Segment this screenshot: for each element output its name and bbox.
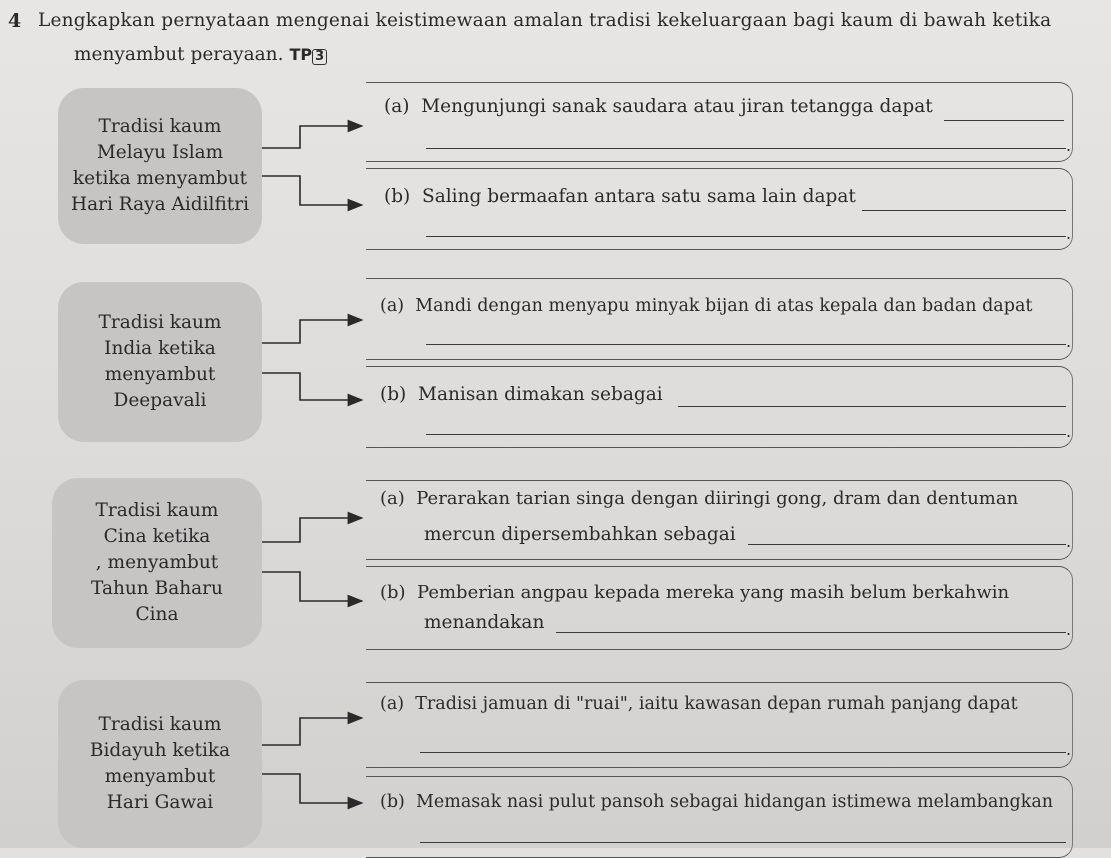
tradition-line: Tradisi kaum [98,116,222,137]
statement-1a [384,96,933,117]
statement-label: (a) [380,296,405,316]
tradition-box-chinese [52,478,262,648]
tradition-line: Tradisi kaum [98,312,222,333]
tradition-line: Deepavali [113,390,207,411]
answer-blank[interactable] [556,632,1066,633]
end-dot: . [1066,136,1072,155]
question-text-line2-content: menyambut perayaan. [74,44,284,65]
answer-box-2a [366,278,1073,360]
statement-1b [384,186,856,207]
answer-blank[interactable] [426,236,1066,237]
tradition-line: Tradisi kaum [95,500,219,521]
statement-label: (a) [380,488,405,509]
statement-label: (a) [380,694,405,714]
answer-box-1b [366,168,1073,250]
statement-text: Pemberian angpau kepada mereka yang masih belum berkahwin [417,582,1010,603]
end-dot: . [1066,532,1072,551]
tradition-line: Tradisi kaum [98,714,222,735]
tp-level: 3 [312,49,327,65]
question-number: 4 [8,10,22,32]
statement-text: Perarakan tarian singa dengan diiringi gong, dram dan dentuman [416,488,1019,509]
statement-label: (b) [380,384,407,405]
statement-text: Manisan dimakan sebagai [418,384,663,405]
answer-box-1a [366,82,1073,162]
statement-text: Tradisi jamuan di "ruai", iaitu kawasan depan rumah panjang dapat [415,694,1018,714]
answer-box-4b [366,776,1073,858]
answer-blank[interactable] [420,842,1066,843]
tradition-line: Cina ketika [103,526,211,547]
end-dot: . [1066,224,1072,243]
statement-3b-line1 [380,582,1009,603]
answer-blank[interactable] [862,210,1066,211]
end-dot: . [1066,740,1072,759]
statement-3b-line2: menandakan [424,612,545,633]
statement-label: (b) [384,186,411,207]
tradition-line: menyambut [104,364,216,385]
statement-2a [380,296,1032,316]
answer-blank[interactable] [944,120,1064,121]
statement-text: Mengunjungi sanak saudara atau jiran tetangga dapat [421,96,933,117]
tradition-line: Melayu Islam [96,142,224,163]
answer-blank[interactable] [426,434,1066,435]
tradition-line: Cina [135,604,179,625]
answer-box-3b [366,566,1073,650]
tradition-line: Bidayuh ketika [89,740,231,761]
end-dot: . [1066,332,1072,351]
statement-3a-line2: mercun dipersembahkan sebagai [424,524,736,545]
statement-label: (a) [384,96,410,117]
tradition-line: menyambut [104,766,216,787]
answer-blank[interactable] [426,148,1066,149]
answer-blank[interactable] [420,752,1066,753]
question-text-line1: Lengkapkan pernyataan mengenai keistimewaan amalan tradisi kekeluargaan bagi kaum di bawah ketika [38,10,1052,31]
tradition-box-indian [58,282,262,442]
answer-blank[interactable] [748,544,1066,545]
answer-box-2b [366,366,1073,448]
answer-blank[interactable] [678,406,1066,407]
statement-text: Saling bermaafan antara satu sama lain dapat [422,186,856,207]
tradition-line: India ketika [104,338,216,359]
tp-badge [289,45,327,64]
end-dot: . [1066,422,1072,441]
tradition-line: , menyambut [95,552,219,573]
tradition-box-malay [58,88,262,244]
end-dot: . [1066,620,1072,639]
statement-label: (b) [380,792,405,812]
answer-blank[interactable] [426,344,1066,345]
tradition-line: Hari Gawai [106,792,214,813]
tradition-box-bidayuh [58,680,262,848]
tradition-line: Tahun Baharu [91,578,223,599]
tradition-line: ketika menyambut [72,168,248,189]
statement-4b [380,792,1053,812]
tp-label: TP [289,45,313,64]
statement-text: Memasak nasi pulut pansoh sebagai hidangan istimewa melambangkan [416,792,1054,812]
statement-text: Mandi dengan menyapu minyak bijan di atas kepala dan badan dapat [415,296,1033,316]
statement-2b [380,384,663,405]
question-text-line2 [74,44,327,65]
tradition-line: Hari Raya Aidilfitri [70,194,250,215]
statement-3a-line1 [380,488,1018,509]
statement-4a [380,694,1018,714]
statement-label: (b) [380,582,406,603]
